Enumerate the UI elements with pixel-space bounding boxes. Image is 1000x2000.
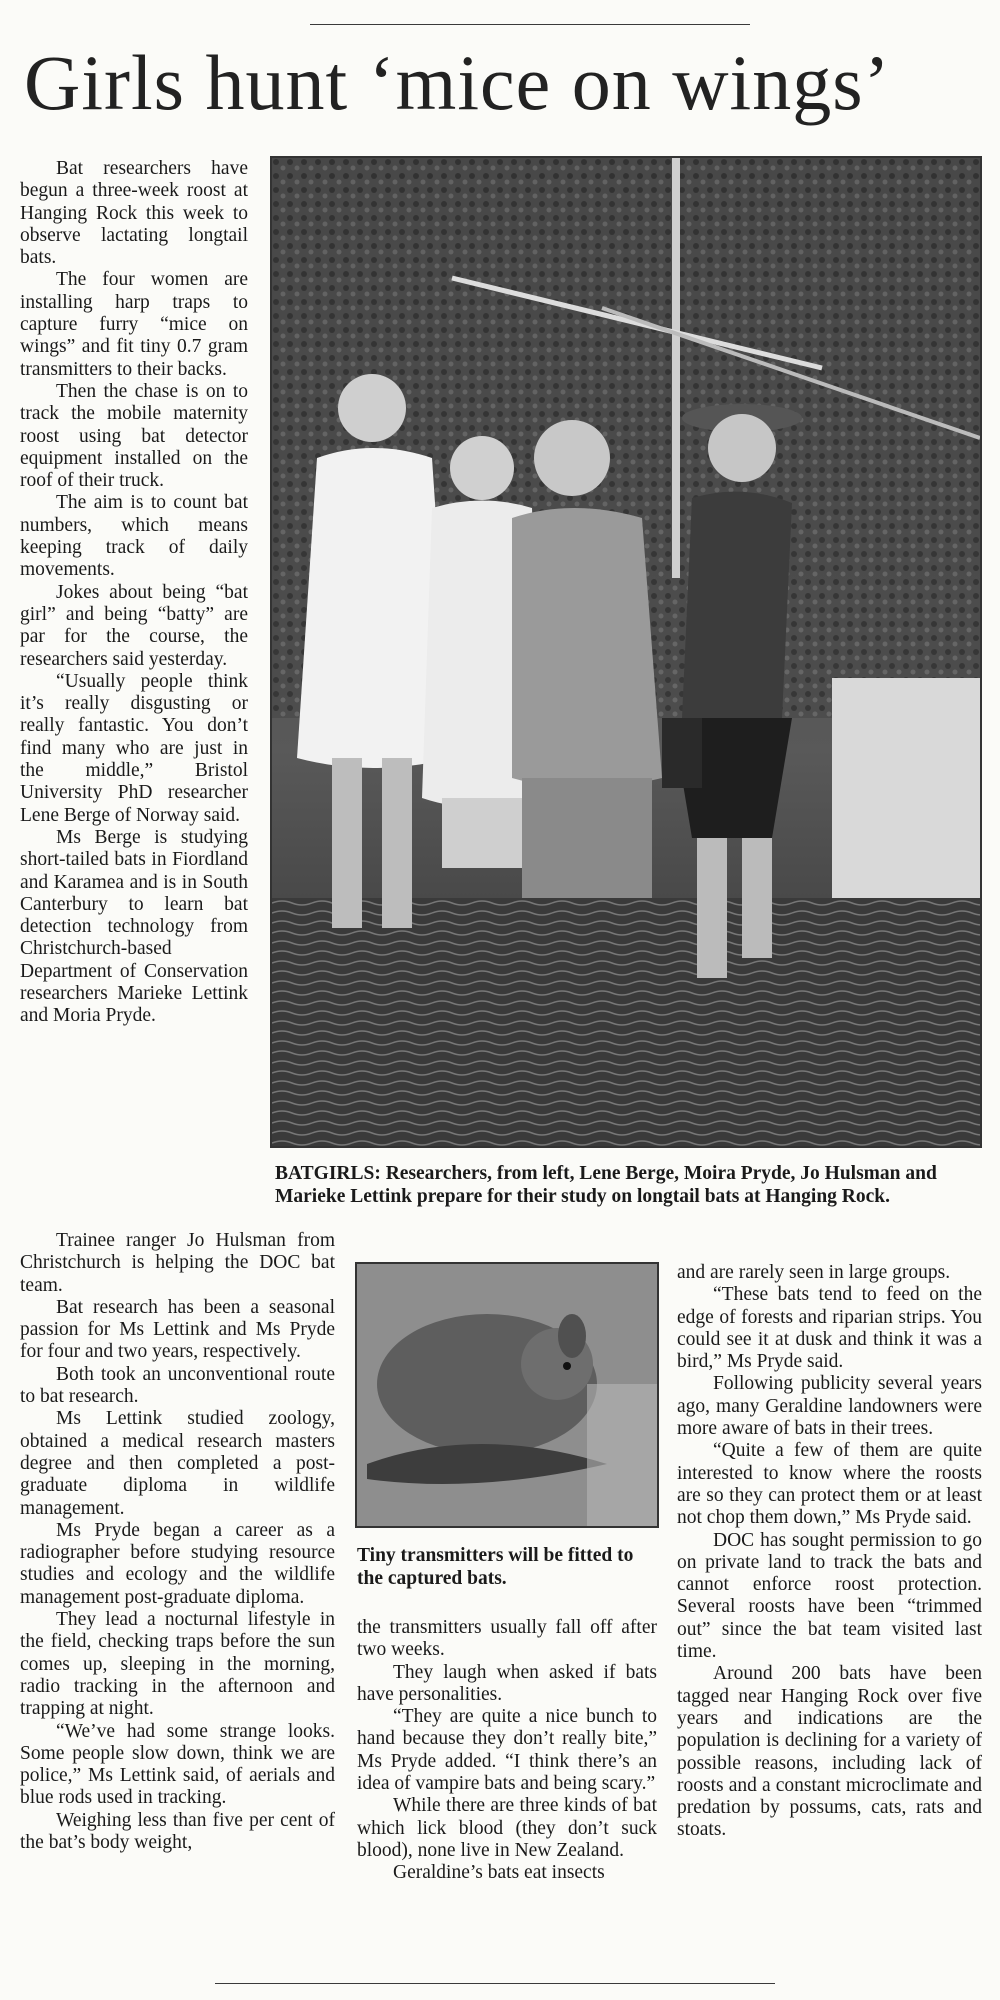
paragraph: “We’ve had some strange looks. Some people slow down, think we are police,” Ms Lettink said, of aerials and blue rods used in tracking. bbox=[20, 1720, 335, 1809]
paragraph: They lead a nocturnal lifestyle in the field, checking traps before the sun comes up, sleeping in the morning, radio tracking in the afternoon and trapping at night. bbox=[20, 1609, 335, 1720]
article-column-2 bbox=[357, 1617, 657, 1885]
bat-photo-caption: Tiny transmitters will be fitted to the captured bats. bbox=[357, 1545, 634, 1589]
paragraph: Geraldine’s bats eat insects bbox=[393, 1862, 605, 1884]
paragraph: Trainee ranger Jo Hulsman from Christchurch is helping the DOC bat team. bbox=[20, 1230, 335, 1296]
headline: Girls hunt ‘mice on wings’ bbox=[24, 39, 891, 126]
bottom-rule bbox=[215, 1983, 775, 1984]
paragraph: Bat research has been a seasonal passion for Ms Lettink and Ms Pryde for four and two years, respectively. bbox=[20, 1296, 335, 1363]
paragraph: the transmitters usually fall off after two weeks. bbox=[357, 1617, 657, 1661]
paragraph: The four women are installing harp traps to capture furry “mice on wings” and fit tiny 0.7 gram transmitters to their backs. bbox=[20, 269, 248, 380]
paragraph: Following publicity several years ago, many Geraldine landowners were more aware of bats in their trees. bbox=[677, 1373, 982, 1440]
paragraph: Then the chase is on to track the mobile maternity roost using bat detector equipment installed on the roof of their truck. bbox=[20, 380, 248, 492]
photo-caption: BATGIRLS: Researchers, from left, Lene Berge, Moira Pryde, Jo Hulsman and Marieke Lettink prepare for their study on longtail bats at Hanging Rock. bbox=[275, 1163, 937, 1207]
article-column-1 bbox=[20, 158, 248, 1028]
paragraph: The aim is to count bat numbers, which means keeping track of daily movements. bbox=[20, 492, 248, 581]
paragraph: While there are three kinds of bat which lick blood (they don’t suck blood), none live in New Zealand. bbox=[357, 1795, 657, 1861]
paragraph: They laugh when asked if bats have personalities. bbox=[357, 1661, 657, 1705]
paragraph: “Usually people think it’s really disgusting or really fantastic. You don’t find many who are just in the middle,” Bristol University PhD researcher Lene Berge of Norway said. bbox=[20, 670, 248, 826]
paragraph: Ms Berge is studying short-tailed bats in Fiordland and Karamea and is in South Canterbury to learn bat detection technology from Christchurch-based Department of Conservation researchers Marieke Lettink and Moria Pryde. bbox=[20, 826, 248, 1027]
paragraph: Ms Pryde began a career as a radiographer before studying resource studies and ecology and the wildlife management post-graduate diploma. bbox=[20, 1519, 335, 1608]
bat-photo bbox=[355, 1262, 659, 1528]
researchers-photo bbox=[270, 156, 982, 1148]
article-column-3 bbox=[677, 1262, 982, 1842]
paragraph: Around 200 bats have been tagged near Hanging Rock over five years and indications are the population is declining for a variety of possible reasons, including lack of roosts and a constant microclimate and predation by possums, cats, rats and stoats. bbox=[677, 1663, 982, 1841]
paragraph: and are rarely seen in large groups. bbox=[677, 1262, 951, 1283]
bat-illustration bbox=[357, 1264, 657, 1526]
paragraph: DOC has sought permission to go on private land to track the bats and cannot enforce roost protection. Several roosts have been “trimmed out” since the bat team visited last time. bbox=[677, 1529, 982, 1663]
paragraph: Ms Lettink studied zoology, obtained a medical research masters degree and then completed a post-graduate diploma in wildlife management. bbox=[20, 1408, 335, 1519]
top-rule bbox=[310, 24, 750, 25]
paragraph: Both took an unconventional route to bat research. bbox=[20, 1363, 335, 1408]
article-column-1-lower bbox=[20, 1230, 335, 1854]
paragraph: Bat researchers have begun a three-week roost at Hanging Rock this week to observe lactating longtail bats. bbox=[20, 158, 248, 269]
paragraph: Jokes about being “bat girl” and being “batty” are par for the course, the researchers said yesterday. bbox=[20, 581, 248, 670]
paragraph: “Quite a few of them are quite interested to know where the roosts are so they can protect them or at least not chop them down,” Ms Pryde said. bbox=[677, 1440, 982, 1529]
paragraph: “These bats tend to feed on the edge of forests and riparian strips. You could see it at dusk and think it was a bird,” Ms Pryde said. bbox=[677, 1284, 982, 1373]
researchers-photo-illustration bbox=[272, 158, 980, 1146]
paragraph: “They are quite a nice bunch to hand because they don’t really bite,” Ms Pryde added. “I think there’s an idea of vampire bats and being scary.” bbox=[357, 1706, 657, 1795]
paragraph: Weighing less than five per cent of the bat’s body weight, bbox=[20, 1809, 335, 1854]
